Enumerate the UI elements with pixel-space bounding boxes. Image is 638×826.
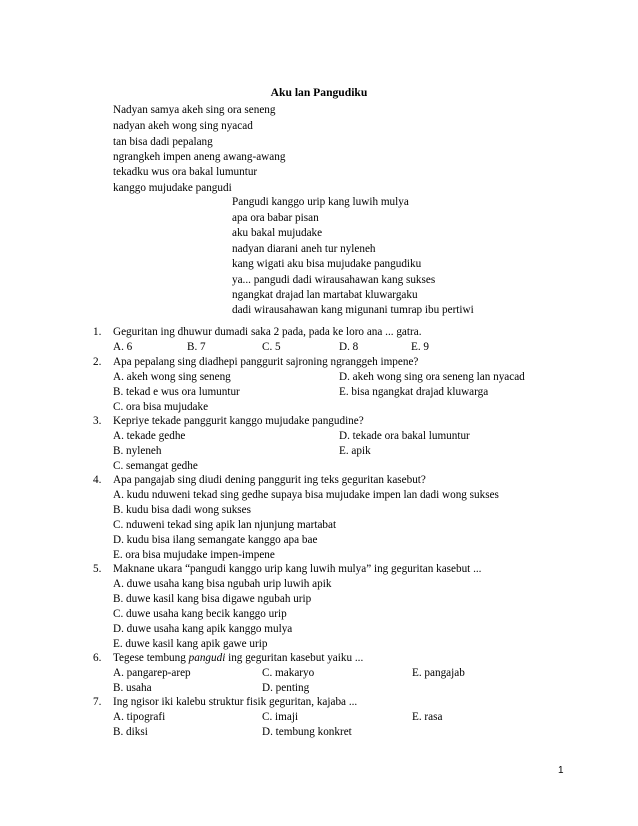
question-text-start: Tegese tembung bbox=[113, 652, 189, 664]
question-text: Geguritan ing dhuwur dumadi saka 2 pada, pada ke loro ana ... gatra. bbox=[113, 326, 422, 338]
italic-term: pangudi bbox=[188, 652, 226, 664]
question-text: Apa pangajab sing diudi dening panggurit ing teks geguritan kasebut? bbox=[113, 474, 426, 486]
answer-option: A. 6 bbox=[113, 341, 133, 353]
answer-option: A. kudu nduweni tekad sing gedhe supaya bisa mujudake impen lan dadi wong sukses bbox=[113, 489, 499, 501]
answer-option: B. 7 bbox=[187, 341, 206, 353]
answer-option: E. ora bisa mujudake impen-impene bbox=[113, 549, 275, 561]
answer-option: B. nyleneh bbox=[113, 445, 162, 457]
poem-line: ya... pangudi dadi wirausahawan kang sukses bbox=[232, 274, 436, 286]
answer-option: D. duwe usaha kang apik kanggo mulya bbox=[113, 623, 293, 635]
answer-option: D. kudu bisa ilang semangate kanggo apa bae bbox=[113, 534, 318, 546]
answer-option: C. nduweni tekad sing apik lan njunjung martabat bbox=[113, 519, 337, 531]
poem-line: nadyan diarani aneh tur nyleneh bbox=[232, 243, 376, 255]
poem-line: nadyan akeh wong sing nyacad bbox=[113, 120, 253, 132]
question-text: Ing ngisor iki kalebu struktur fisik geguritan, kajaba ... bbox=[113, 696, 358, 708]
poem-line: Pangudi kanggo urip kang luwih mulya bbox=[232, 196, 409, 208]
poem-line: ngrangkeh impen aneng awang-awang bbox=[113, 151, 286, 163]
answer-option: E. rasa bbox=[412, 711, 443, 723]
question-number: 5. bbox=[93, 563, 102, 575]
answer-option: E. duwe kasil kang apik gawe urip bbox=[113, 638, 268, 650]
answer-option: A. tekade gedhe bbox=[113, 430, 186, 442]
answer-option: B. tekad e wus ora lumuntur bbox=[113, 386, 240, 398]
answer-option: A. akeh wong sing seneng bbox=[113, 371, 231, 383]
poem-line: ngangkat drajad lan martabat kluwargaku bbox=[232, 289, 418, 301]
answer-option: D. tekade ora bakal lumuntur bbox=[339, 430, 470, 442]
answer-option: D. penting bbox=[262, 682, 310, 694]
answer-option: A. tipografi bbox=[113, 711, 166, 723]
answer-option: A. duwe usaha kang bisa ngubah urip luwih apik bbox=[113, 578, 332, 590]
question-number: 3. bbox=[93, 415, 102, 427]
question-text bbox=[113, 651, 363, 665]
answer-option: B. kudu bisa dadi wong sukses bbox=[113, 504, 251, 516]
answer-option: D. 8 bbox=[339, 341, 359, 353]
poem-line: aku bakal mujudake bbox=[232, 227, 323, 239]
answer-option: B. diksi bbox=[113, 726, 148, 738]
answer-option: C. 5 bbox=[262, 341, 281, 353]
answer-option: C. semangat gedhe bbox=[113, 460, 198, 472]
page-number: 1 bbox=[558, 765, 564, 776]
question-number: 7. bbox=[93, 696, 102, 708]
question-number: 4. bbox=[93, 474, 102, 486]
question-text: Maknane ukara “pangudi kanggo urip kang luwih mulya” ing geguritan kasebut ... bbox=[113, 563, 482, 575]
answer-option: E. apik bbox=[339, 445, 371, 457]
poem-line: kang wigati aku bisa mujudake pangudiku bbox=[232, 258, 422, 270]
answer-option: C. imaji bbox=[262, 711, 299, 723]
answer-option: B. usaha bbox=[113, 682, 152, 694]
answer-option: E. bisa ngangkat drajad kluwarga bbox=[339, 386, 489, 398]
question-text: Kepriye tekade panggurit kanggo mujudake pangudine? bbox=[113, 415, 364, 427]
answer-option: C. makaryo bbox=[262, 667, 315, 679]
question-text-end: ing geguritan kasebut yaiku ... bbox=[225, 652, 364, 664]
question-text: Apa pepalang sing diadhepi panggurit sajroning ngranggeh impene? bbox=[113, 356, 419, 368]
answer-option: E. 9 bbox=[411, 341, 430, 353]
answer-option: C. ora bisa mujudake bbox=[113, 401, 209, 413]
poem-line: dadi wirausahawan kang migunani tumrap ibu pertiwi bbox=[232, 304, 474, 316]
poem-line: Nadyan samya akeh sing ora seneng bbox=[113, 104, 276, 116]
poem-title: Aku lan Pangudiku bbox=[270, 86, 368, 99]
poem-line: kanggo mujudake pangudi bbox=[113, 182, 232, 194]
answer-option: D. akeh wong sing ora seneng lan nyacad bbox=[339, 371, 525, 383]
answer-option: D. tembung konkret bbox=[262, 726, 352, 738]
question-number: 1. bbox=[93, 326, 102, 338]
answer-option: C. duwe usaha kang becik kanggo urip bbox=[113, 608, 287, 620]
question-number: 2. bbox=[93, 356, 102, 368]
poem-line: apa ora babar pisan bbox=[232, 212, 319, 224]
answer-option: A. pangarep-arep bbox=[113, 667, 191, 679]
poem-line: tan bisa dadi pepalang bbox=[113, 136, 213, 148]
answer-option: B. duwe kasil kang bisa digawe ngubah urip bbox=[113, 593, 312, 605]
question-number: 6. bbox=[93, 652, 102, 664]
answer-option: E. pangajab bbox=[412, 667, 465, 679]
poem-line: tekadku wus ora bakal lumuntur bbox=[113, 166, 258, 178]
